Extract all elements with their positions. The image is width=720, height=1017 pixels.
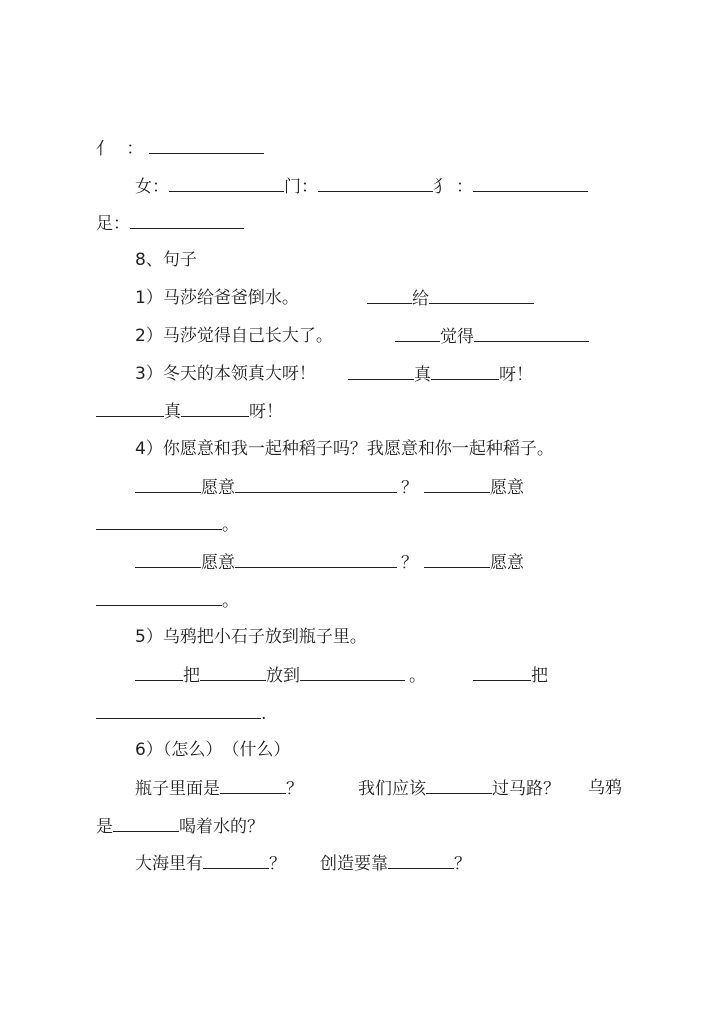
question-1-answer [367,287,534,309]
question-6-line-1b [358,777,560,799]
answer-blank[interactable] [235,551,397,568]
question-text: 大海里有 [135,854,203,874]
answer-blank[interactable] [96,400,164,417]
answer-blank[interactable] [348,363,414,380]
question-text: 喝着水的？ [179,817,264,837]
keyword: 愿意 [201,478,235,498]
keyword: 愿意 [201,553,235,573]
answer-blank[interactable] [169,175,284,192]
answer-blank[interactable] [181,400,249,417]
radical-row-ren [96,137,264,159]
keyword: 真 [414,365,431,385]
keyword: 放到 [266,666,300,686]
keyword: 把 [531,666,548,686]
keyword: 把 [183,666,200,686]
period: 。 [409,666,426,686]
question-mark: ？ [269,854,286,874]
answer-blank[interactable] [96,513,222,530]
radical-ren: 亻 [96,139,113,159]
keyword: 愿意 [490,478,524,498]
answer-blank[interactable] [424,551,490,568]
answer-blank[interactable] [96,702,261,719]
radical-men: 门 [284,177,301,197]
question-2 [135,325,333,347]
answer-blank[interactable] [429,287,534,304]
radical-nv: 女 [135,177,152,197]
colon: ： [126,139,144,159]
question-4-answer-b-cont [96,589,239,611]
keyword: 愿意 [490,553,524,573]
answer-blank[interactable] [203,852,269,869]
question-text: 我们应该 [358,779,426,799]
answer-blank[interactable] [318,175,433,192]
answer-blank[interactable] [235,476,397,493]
answer-blank[interactable] [431,363,499,380]
answer-blank[interactable] [474,325,589,342]
period: 。 [222,591,239,611]
answer-blank[interactable] [426,777,492,794]
keyword: 呀！ [499,365,533,385]
question-3-answer-2 [96,400,283,422]
answer-blank[interactable] [300,664,405,681]
colon: ： [113,214,130,234]
answer-blank[interactable] [135,551,201,568]
question-mark: ？ [401,553,418,573]
answer-blank[interactable] [424,476,490,493]
question-3-answer [348,363,533,385]
radical-zu: 足 [96,214,113,234]
question-3 [135,363,316,385]
radical-row-nv [135,175,588,197]
question-mark: ？ [401,478,418,498]
answer-blank[interactable] [473,664,531,681]
radical-quan: 犭 [433,177,450,197]
answer-blank[interactable] [473,175,588,192]
question-text: 瓶子里面是 [135,779,220,799]
question-6-line-1 [135,777,303,799]
question-4-answer-a [135,476,524,498]
question-5-answer-2 [473,664,548,686]
question-text: 1）马莎给爸爸倒水。 [135,288,299,308]
question-6-line-3 [135,852,286,874]
question-6 [135,739,290,761]
radical-row-zu [96,212,244,234]
answer-blank[interactable] [135,664,183,681]
question-1 [135,287,299,309]
question-mark: ？ [286,779,303,799]
question-4-answer-b [135,551,524,573]
keyword: 给 [412,289,429,309]
answer-blank[interactable] [395,325,440,342]
keyword: 呀！ [249,402,283,422]
question-5 [135,626,367,648]
answer-blank[interactable] [96,589,222,606]
question-4 [135,438,554,460]
answer-blank[interactable] [388,852,454,869]
question-mark: ？ [454,854,471,874]
answer-blank[interactable] [200,664,266,681]
period: . [261,704,267,724]
answer-blank[interactable] [220,777,286,794]
question-text: 4）你愿意和我一起种稻子吗？我愿意和你一起种稻子。 [135,439,554,459]
question-5-answer [135,664,426,686]
question-text: 5）乌鸦把小石子放到瓶子里。 [135,627,367,647]
question-text: 是 [96,817,113,837]
question-2-answer [395,325,589,347]
colon: ： [152,177,169,197]
answer-blank[interactable] [135,476,201,493]
question-text: 6）（怎么） （什么） [135,740,291,760]
keyword: 觉得 [440,327,474,347]
question-text: 2）马莎觉得自己长大了。 [135,326,333,346]
question-6-line-3b [320,852,471,874]
question-text: 3）冬天的本领真大呀！ [135,364,316,384]
period: 。 [222,515,239,535]
keyword: 真 [164,402,181,422]
answer-blank[interactable] [367,287,412,304]
question-text: 乌鸦 [588,778,622,798]
question-6-line-1c [588,777,622,799]
answer-blank[interactable] [130,212,244,229]
question-4-answer-a-cont [96,513,239,535]
colon: ： [456,177,473,197]
answer-blank[interactable] [113,815,179,832]
section-title [135,249,197,271]
question-5-answer-2-cont [96,702,266,724]
question-6-line-2 [96,815,264,837]
question-text: 创造要靠 [320,854,388,874]
answer-blank[interactable] [149,137,264,154]
colon: ： [301,177,318,197]
section-title-text: 8、句子 [135,250,197,270]
question-text: 过马路？ [492,779,560,799]
